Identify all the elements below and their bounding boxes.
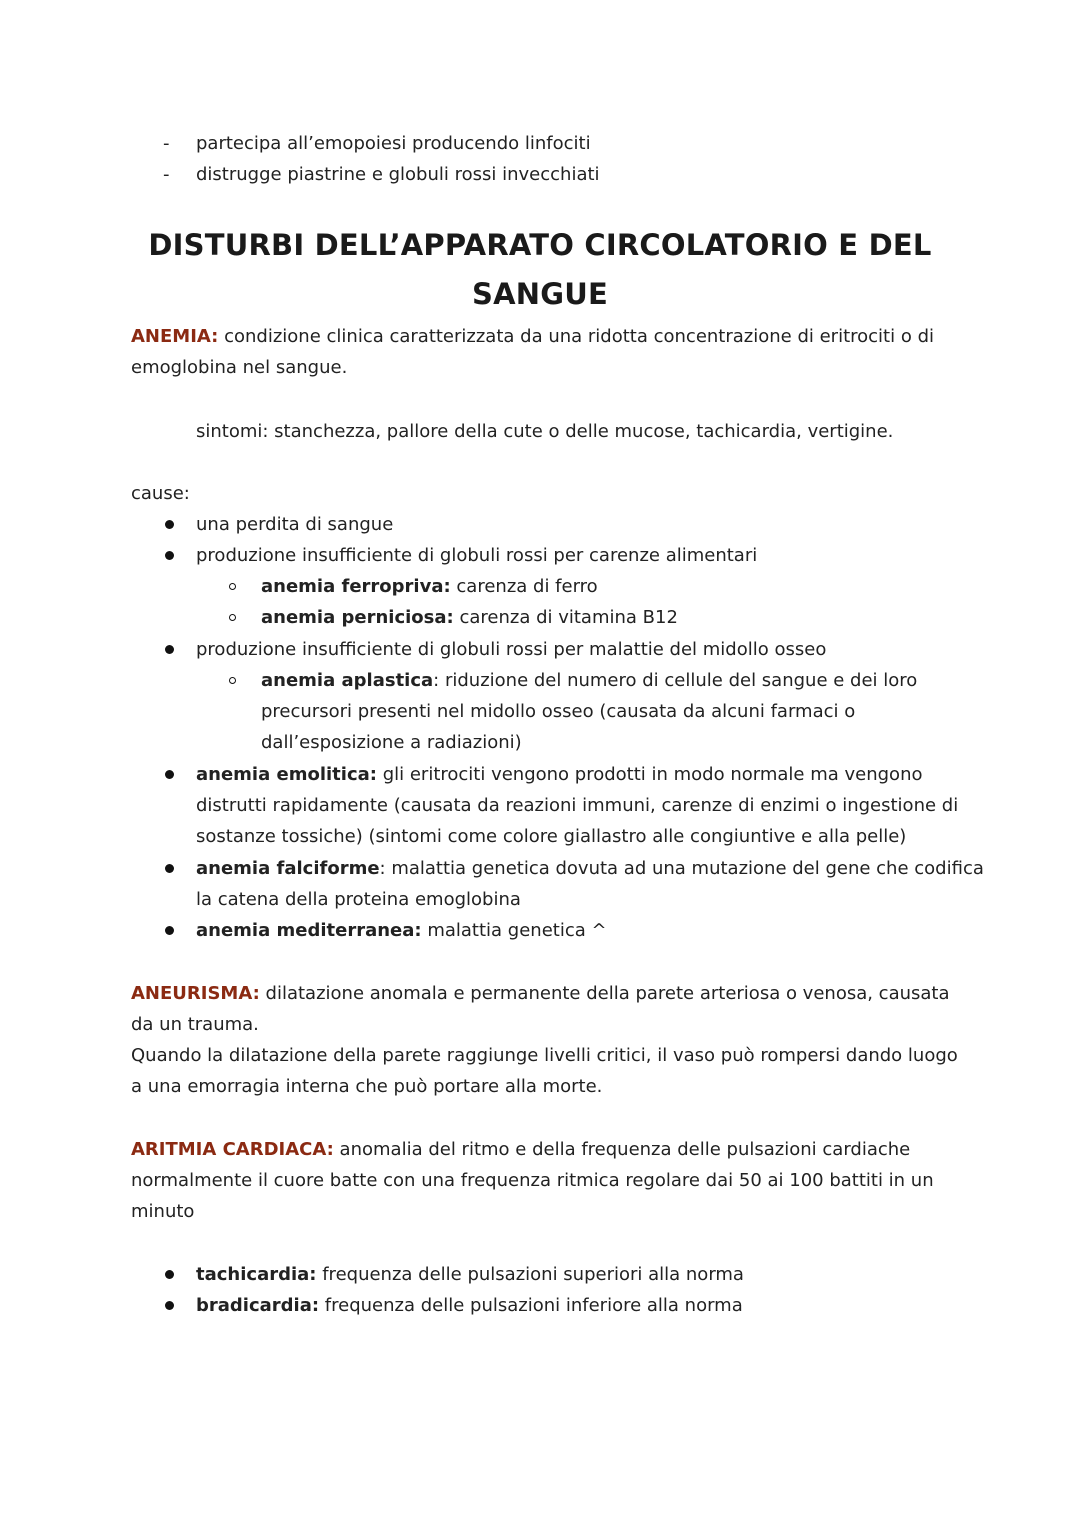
aritmia-item-bradicardia	[196, 1290, 743, 1321]
aritmia-definition	[131, 1134, 910, 1165]
bullet-icon	[165, 1301, 174, 1310]
sub-item-term: anemia aplastica	[261, 670, 434, 691]
cause-item-3: produzione insufficiente di globuli rossi per malattie del midollo osseo	[196, 639, 827, 660]
dash-marker: -	[163, 164, 170, 185]
cause-item-emolitica-line-3: sostanze tossiche) (sintomi come colore giallastro alle congiuntive e alla pelle)	[196, 826, 907, 847]
anemia-sintomi: sintomi: stanchezza, pallore della cute o delle mucose, tachicardia, vertigine.	[196, 421, 894, 442]
anemia-def-line-2: emoglobina nel sangue.	[131, 357, 348, 378]
cause-label: cause:	[131, 483, 190, 504]
sub-item-text: carenza di ferro	[450, 576, 598, 597]
aneurisma-definition	[131, 978, 950, 1009]
sub-item-aplastica-line-2: precursori presenti nel midollo osseo (causata da alcuni farmaci o	[261, 701, 856, 722]
cause-item-falciforme-line-2: la catena della proteina emoglobina	[196, 889, 521, 910]
cause-item-1: una perdita di sangue	[196, 514, 394, 535]
sub-item-perniciosa	[261, 602, 678, 633]
item-term: anemia mediterranea:	[196, 920, 422, 941]
aritmia-text: anomalia del ritmo e della frequenza delle pulsazioni cardiache	[333, 1139, 911, 1160]
item-text: malattia genetica ^	[421, 920, 607, 941]
sub-bullet-icon	[229, 614, 236, 621]
anemia-def-text: condizione clinica caratterizzata da una ridotta concentrazione di eritrociti o di	[218, 326, 934, 347]
page-title-line-2: SANGUE	[472, 277, 608, 311]
aneurisma-text: dilatazione anomala e permanente della parete arteriosa o venosa, causata	[259, 983, 950, 1004]
sub-bullet-icon	[229, 677, 236, 684]
page-title-line-1: DISTURBI DELL’APPARATO CIRCOLATORIO E DEL	[148, 228, 932, 262]
sub-item-term: anemia perniciosa:	[261, 607, 454, 628]
bullet-icon	[165, 551, 174, 560]
cause-item-emolitica	[196, 759, 923, 790]
aneurisma-line-3: Quando la dilatazione della parete raggiunge livelli critici, il vaso può rompersi dando luogo	[131, 1045, 958, 1066]
aritmia-line-3: minuto	[131, 1201, 195, 1222]
aneurisma-line-2: da un trauma.	[131, 1014, 259, 1035]
item-text: gli eritrociti vengono prodotti in modo normale ma vengono	[376, 764, 923, 785]
aritmia-item-tachicardia	[196, 1259, 744, 1290]
item-term: bradicardia:	[196, 1295, 320, 1316]
intro-item-1: partecipa all’emopoiesi producendo linfociti	[196, 133, 591, 154]
aritmia-line-2: normalmente il cuore batte con una frequenza ritmica regolare dai 50 ai 100 battiti in un	[131, 1170, 934, 1191]
cause-item-mediterranea	[196, 915, 607, 946]
sub-item-term: anemia ferropriva:	[261, 576, 451, 597]
bullet-icon	[165, 645, 174, 654]
item-text: frequenza delle pulsazioni inferiore alla norma	[319, 1295, 743, 1316]
aneurisma-term: ANEURISMA:	[131, 983, 260, 1004]
sub-item-text: : riduzione del numero di cellule del sangue e dei loro	[433, 670, 918, 691]
dash-marker: -	[163, 133, 170, 154]
item-text: frequenza delle pulsazioni superiori alla norma	[316, 1264, 744, 1285]
sub-bullet-icon	[229, 583, 236, 590]
bullet-icon	[165, 520, 174, 529]
anemia-term: ANEMIA:	[131, 326, 219, 347]
bullet-icon	[165, 770, 174, 779]
cause-item-2: produzione insufficiente di globuli rossi per carenze alimentari	[196, 545, 758, 566]
bullet-icon	[165, 1270, 174, 1279]
sub-item-aplastica	[261, 665, 917, 696]
cause-item-falciforme	[196, 853, 984, 884]
bullet-icon	[165, 864, 174, 873]
sub-item-ferropriva	[261, 571, 598, 602]
bullet-icon	[165, 926, 174, 935]
item-text: : malattia genetica dovuta ad una mutazione del gene che codifica	[379, 858, 984, 879]
item-term: anemia falciforme	[196, 858, 380, 879]
item-term: tachicardia:	[196, 1264, 317, 1285]
sub-item-aplastica-line-3: dall’esposizione a radiazioni)	[261, 732, 522, 753]
aneurisma-line-4: a una emorragia interna che può portare alla morte.	[131, 1076, 603, 1097]
anemia-definition	[131, 321, 934, 352]
intro-item-2: distrugge piastrine e globuli rossi invecchiati	[196, 164, 600, 185]
cause-item-emolitica-line-2: distrutti rapidamente (causata da reazioni immuni, carenze di enzimi o ingestione di	[196, 795, 959, 816]
item-term: anemia emolitica:	[196, 764, 377, 785]
sub-item-text: carenza di vitamina B12	[453, 607, 678, 628]
aritmia-term: ARITMIA CARDIACA:	[131, 1139, 334, 1160]
